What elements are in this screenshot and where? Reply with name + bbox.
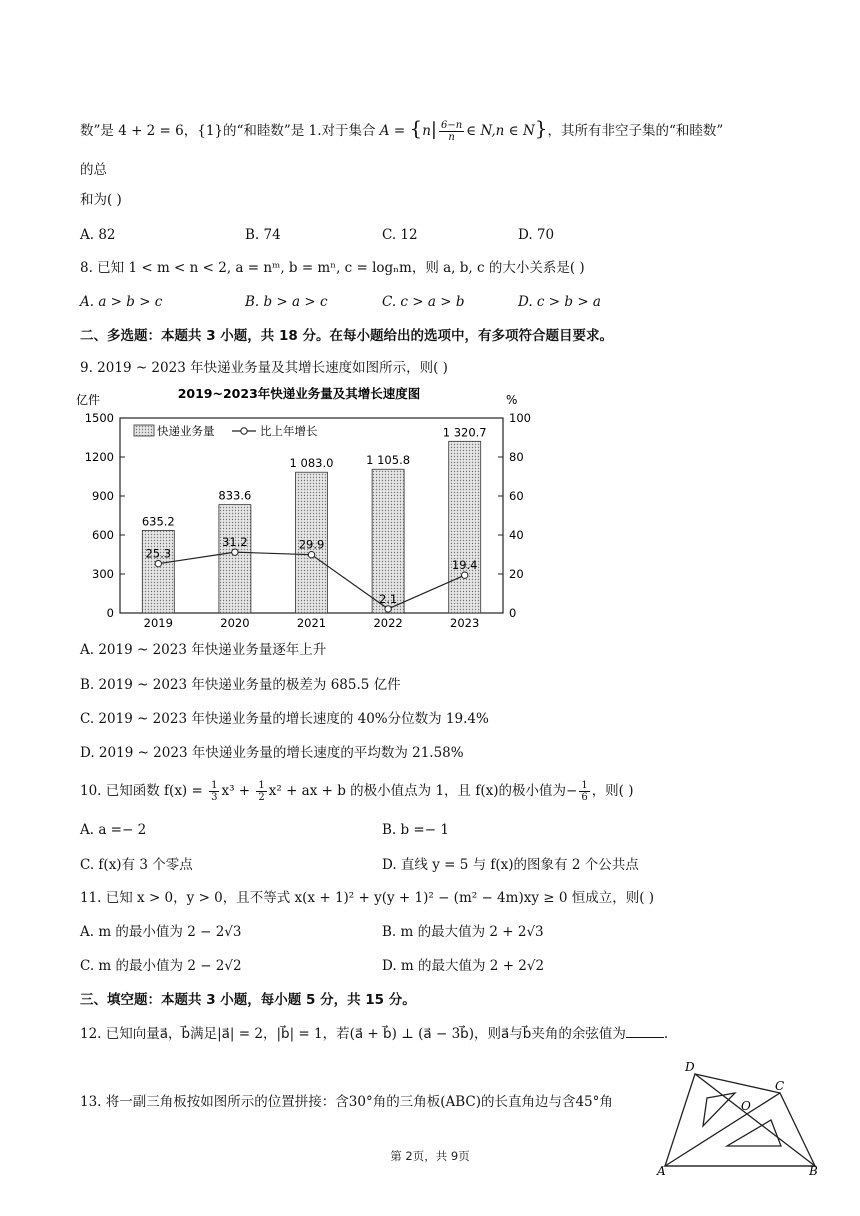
q10-stem-b: x³ + — [221, 783, 255, 799]
q7-set-a: A = — [379, 123, 410, 139]
bar-label-2022: 1 105.8 — [366, 453, 411, 468]
q13-stem: 13. 将一副三角板按如图所示的位置拼接：含30°角的三角板(ABC)的长直角边与含45°角 — [80, 1094, 613, 1110]
bar-label-2019: 635.2 — [141, 514, 175, 529]
q10-option-b: B. b =− 1 — [382, 822, 449, 838]
q11-option-b: B. m 的最大值为 2 + 2√3 — [382, 924, 544, 940]
x-tick-label: 2019 — [143, 616, 173, 630]
q9-option-b: B. 2019 ~ 2023 年快递业务量的极差为 685.5 亿件 — [80, 677, 401, 693]
q9-option-a: A. 2019 ~ 2023 年快递业务量逐年上升 — [80, 642, 327, 658]
growth-label-2019: 25.3 — [145, 546, 172, 561]
bar-label-2020: 833.6 — [218, 488, 252, 503]
q12-text: 12. 已知向量a⃗，b⃗满足|a⃗| = 2，|b⃗| = 1，若(a⃗ + b⃗) ⊥ (a⃗ − 3b⃗)，则a⃗与b⃗夹角的余弦值为 — [80, 1026, 626, 1042]
growth-point-2023 — [462, 572, 468, 578]
page-footer: 第 2页，共 9页 — [390, 1149, 470, 1163]
growth-label-2020: 31.2 — [222, 535, 248, 550]
left-tick-label: 300 — [92, 567, 114, 581]
q10-stem-a: 10. 已知函数 f(x) = — [80, 783, 208, 799]
growth-label-2023: 19.4 — [451, 558, 478, 573]
label-o: O — [741, 1099, 751, 1113]
q7-fraction — [439, 120, 464, 143]
q7-line1b: ，其所有非空子集的“和睦数” — [547, 123, 724, 139]
legend-line-label: 比上年增长 — [260, 424, 318, 438]
q8-option-d: D. c > b > a — [518, 294, 601, 310]
q7-line1a: 数”是 4 + 2 = 6，{1}的“和睦数”是 1.对于集合 — [80, 123, 380, 139]
left-tick-label: 900 — [92, 489, 114, 503]
q9-option-c: C. 2019 ~ 2023 年快递业务量的增长速度的 40%分位数为 19.4% — [80, 711, 489, 727]
right-tick-label: 80 — [509, 450, 524, 464]
x-tick-label: 2022 — [373, 616, 403, 630]
x-tick-label: 2023 — [450, 616, 480, 630]
q10-frac-1-den: 3 — [211, 792, 218, 803]
q10-frac-2-num: 1 — [258, 780, 265, 791]
q9-stem: 9. 2019 ~ 2023 年快递业务量及其增长速度如图所示，则( ) — [80, 360, 448, 376]
q9-chart — [72, 380, 531, 635]
q8-stem: 8. 已知 1 < m < n < 2, a = nᵐ, b = mⁿ, c = logₙm，则 a, b, c 的大小关系是( ) — [80, 260, 585, 276]
section-3-heading: 三、填空题：本题共 3 小题，每小题 5 分，共 15 分。 — [80, 992, 416, 1008]
q8-option-c: C. c > a > b — [382, 294, 465, 310]
growth-label-2022: 2.1 — [378, 591, 398, 606]
q11-option-d: D. m 的最大值为 2 + 2√2 — [382, 958, 545, 974]
section-2-heading: 二、多选题：本题共 3 小题，共 18 分。在每小题给出的选项中，有多项符合题目要求。 — [80, 328, 613, 344]
bar-2020 — [219, 505, 251, 613]
q7-frac-den: n — [448, 132, 455, 143]
right-tick-label: 0 — [509, 606, 517, 620]
label-d: D — [685, 1060, 695, 1074]
set-bar: | — [430, 119, 437, 140]
label-b: B — [809, 1164, 818, 1178]
legend-bar-label: 快递业务量 — [157, 424, 215, 438]
q11-stem: 11. 已知 x > 0，y > 0，且不等式 x(x + 1)² + y(y + 1)² − (m² − 4m)xy ≥ 0 恒成立，则( ) — [80, 890, 655, 906]
inner-triangle-left — [703, 1093, 735, 1126]
q11-option-c: C. m 的最小值为 2 − 2√2 — [80, 958, 242, 974]
x-tick-label: 2021 — [296, 616, 327, 630]
q10-frac-2 — [256, 780, 266, 803]
q7-line3: 和为( ) — [80, 192, 122, 208]
q10-frac-3 — [579, 780, 589, 803]
right-tick-label: 20 — [509, 567, 524, 581]
chart-ylabel-right: % — [506, 393, 518, 407]
bar-label-2021: 1 083.0 — [289, 456, 334, 471]
q12-stem — [80, 1024, 668, 1044]
q10-frac-1-num: 1 — [211, 780, 218, 791]
legend-line-marker — [241, 428, 247, 434]
q10-option-a: A. a =− 2 — [80, 822, 147, 838]
q7-frac-num: 6−n — [440, 120, 463, 131]
q7-set-tail: ∈ N,n ∈ N — [466, 123, 535, 139]
left-tick-label: 1200 — [84, 450, 114, 464]
q10-stem — [80, 780, 634, 803]
left-tick-label: 1500 — [84, 411, 114, 425]
q10-frac-2-den: 2 — [258, 792, 265, 803]
bar-label-2023: 1 320.7 — [442, 425, 487, 440]
legend-bar-swatch — [134, 425, 154, 436]
bar-2019 — [142, 530, 174, 613]
q10-frac-3-num: 1 — [581, 780, 588, 791]
q10-frac-1 — [209, 780, 219, 803]
label-a: A — [657, 1164, 666, 1178]
bar-2023 — [449, 441, 481, 613]
q7-option-d: D. 70 — [518, 227, 555, 243]
chart-legend — [134, 424, 318, 438]
q12-end: . — [663, 1026, 669, 1042]
q8-option-b: B. b > a > c — [245, 294, 328, 310]
q8-option-a: A. a > b > c — [80, 294, 163, 310]
growth-label-2021: 29.9 — [298, 537, 325, 552]
x-tick-label: 2020 — [220, 616, 250, 630]
q7-option-a: A. 82 — [80, 227, 116, 243]
q10-frac-3-den: 6 — [581, 792, 588, 803]
q7-line1 — [80, 118, 723, 143]
q12-answer-blank — [626, 1025, 664, 1038]
right-tick-label: 60 — [509, 489, 524, 503]
q10-option-d: D. 直线 y = 5 与 f(x)的图象有 2 个公共点 — [382, 857, 639, 873]
q9-option-d: D. 2019 ~ 2023 年快递业务量的增长速度的平均数为 21.58% — [80, 745, 464, 761]
q10-option-c: C. f(x)有 3 个零点 — [80, 857, 193, 873]
left-tick-label: 0 — [106, 606, 114, 620]
q7-option-b: B. 74 — [245, 227, 281, 243]
chart-ylabel-left: 亿件 — [76, 393, 101, 407]
set-brace-close: } — [534, 116, 548, 140]
right-tick-label: 40 — [509, 528, 524, 542]
q7-line2: 的总 — [80, 162, 107, 178]
growth-point-2022 — [385, 606, 391, 612]
set-brace-open: { — [409, 116, 423, 140]
left-tick-label: 600 — [92, 528, 114, 542]
q7-set-n: n — [422, 123, 431, 139]
growth-point-2021 — [308, 551, 314, 557]
growth-point-2019 — [155, 560, 161, 566]
label-c: C — [775, 1079, 785, 1093]
chart-title: 2019~2023年快递业务量及其增长速度图 — [177, 386, 421, 401]
right-tick-label: 100 — [509, 411, 531, 425]
q7-option-c: C. 12 — [382, 227, 418, 243]
q11-option-a: A. m 的最小值为 2 − 2√3 — [80, 924, 242, 940]
q10-stem-d: ，则( ) — [591, 783, 634, 799]
q10-stem-c: x² + ax + b 的极小值点为 1，且 f(x)的极小值为− — [268, 783, 578, 799]
growth-point-2020 — [232, 549, 238, 555]
